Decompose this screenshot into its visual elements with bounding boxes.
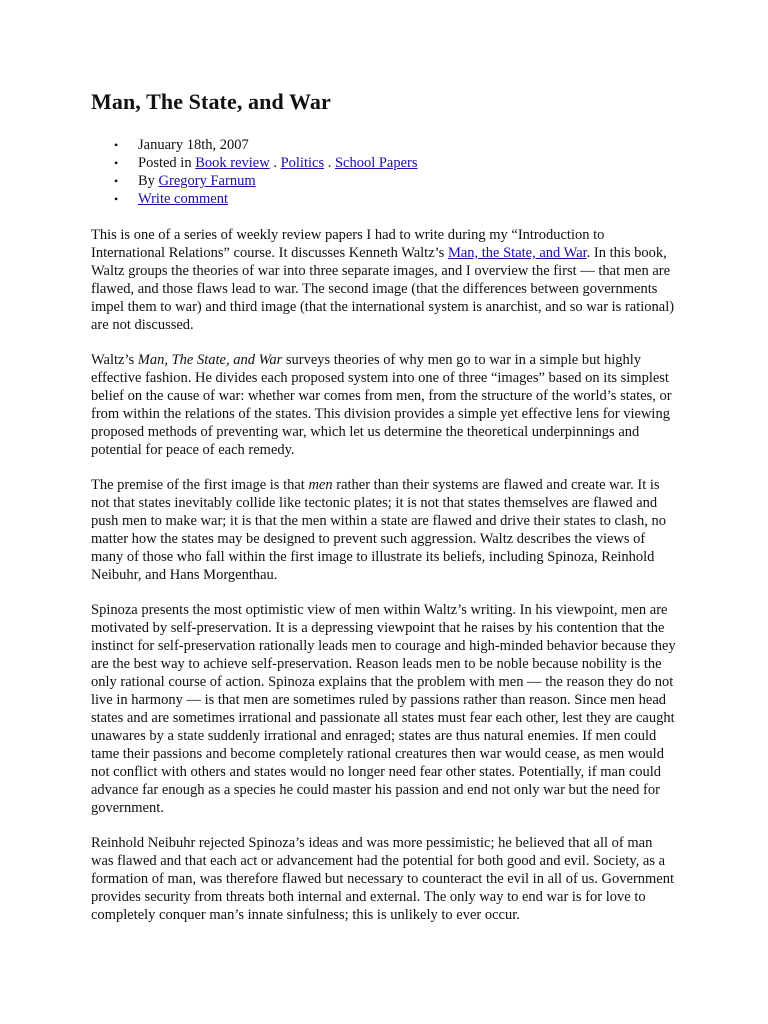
paragraph-overview	[91, 351, 677, 459]
post-comment-item	[91, 190, 677, 208]
category-separator: .	[324, 155, 335, 171]
post-date: January 18th, 2007	[138, 137, 249, 153]
paragraph-text: Waltz’s	[91, 352, 138, 368]
post-date-item	[91, 136, 677, 154]
write-comment-link[interactable]: Write comment	[138, 191, 229, 207]
post-meta-list	[91, 136, 677, 208]
bullet-icon: •	[114, 138, 119, 152]
paragraph-first-image	[91, 476, 677, 584]
paragraph-text: The premise of the first image is that	[91, 477, 309, 493]
bullet-icon: •	[114, 174, 119, 188]
emphasis-men: men	[308, 477, 333, 493]
paragraph-text: rather than their systems are flawed and create war. It is not that states inevitably collide like tectonic plates; it is not that states themselves are flawed and push men to make war; it is that the men within a state are flawed and drive their states to clash, no matter how the states may be designed to prevent such aggression. Waltz describes the views of many of those who fall within the first image to illustrate its beliefs, including Spinoza, Reinhold Neibuhr, and Hans Morgenthau.	[91, 477, 667, 583]
category-separator: .	[269, 155, 281, 171]
paragraph-text: surveys theories of why men go to war in a simple but highly effective fashion. He divides each proposed system into one of three “images” based on its simplest belief on the cause of war: whether war comes from men, from the structure of the world’s states, or from within the relations of the states. This division provides a simple yet effective lens for viewing proposed methods of preventing war, which let us determine the theoretical underpinnings and potential for peace of each remedy.	[91, 352, 672, 458]
category-link-book-review[interactable]: Book review	[195, 155, 270, 171]
category-link-school-papers[interactable]: School Papers	[334, 155, 418, 171]
book-title-link[interactable]: Man, the State, and War	[447, 245, 587, 261]
post-title: Man, The State, and War	[91, 89, 331, 114]
paragraph-neibuhr: Reinhold Neibuhr rejected Spinoza’s ideas and was more pessimistic; he believed that all of man was flawed and that each act or advancement had the potential for both good and evil. Society, as a formation of man, was therefore flawed but necessary to counteract the evil in all of us. Government provides security from threats both internal and external. The only way to end war is for love to completely conquer man’s innate sinfulness; this is unlikely to ever occur.	[91, 835, 675, 923]
article-body	[91, 226, 677, 924]
bullet-icon: •	[114, 192, 119, 206]
by-label: By	[138, 173, 159, 189]
paragraph-text: . In this book, Waltz groups the theories of war into three separate images, and I overview the first — that men are flawed, and those flaws lead to war. The second image (that the differences between governments impel them to war) and third image (that the international system is anarchist, and so war is rational) are not discussed.	[91, 245, 675, 333]
book-title-italic: Man, The State, and War	[137, 352, 283, 368]
paragraph-spinoza: Spinoza presents the most optimistic view of men within Waltz’s writing. In his viewpoint, men are motivated by self-preservation. It is a depressing viewpoint that he raises by his contention that the instinct for self-preservation rationally leads men to courage and high-minded behavior because they are the best way to achieve self-preservation. Reason leads men to be noble because nobility is the only rational course of action. Spinoza explains that the problem with men — the reason they do not live in harmony — is that men are sometimes ruled by passions rather than reason. Since men head states and are sometimes irrational and passionate all states must fear each other, lest they are caught unawares by a state suddenly irrational and enraged; states are thus natural enemies. If men could tame their passions and become completely rational creatures then war would cease, as men would not conflict with others and states would no longer need fear other states. Potentially, if man could advance far enough as a species he could master his passion and end not only war but the need for government.	[91, 602, 676, 816]
post-author-item	[91, 172, 677, 190]
paragraph-text: This is one of a series of weekly review papers I had to write during my “Introduction to International Relations” course. It discusses Kenneth Waltz’s	[91, 227, 605, 261]
category-link-politics[interactable]: Politics	[280, 155, 325, 171]
paragraph-intro	[91, 226, 677, 334]
author-link[interactable]: Gregory Farnum	[158, 173, 256, 189]
posted-in-label: Posted in	[138, 155, 196, 171]
blog-post	[91, 88, 677, 941]
post-categories-item	[91, 154, 677, 172]
bullet-icon: •	[114, 156, 119, 170]
